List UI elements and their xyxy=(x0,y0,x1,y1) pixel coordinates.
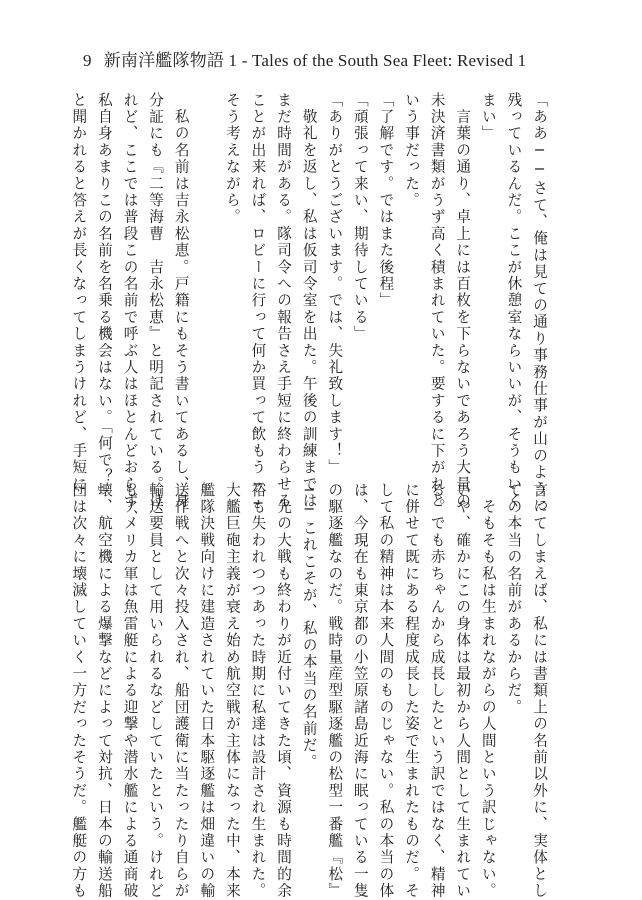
lower-text-line-16: 輸送要員として用いられるなどしていたという。けれど xyxy=(147,482,165,900)
upper-text-line-5: 未決済書類がうず高く積まれていた。要するに下がれと xyxy=(428,92,446,510)
upper-text-line-9: 「ありがとうございます。では、失礼致します！」 xyxy=(326,92,344,477)
upper-text-line-8: 「頑張って来い、期待している」 xyxy=(351,92,369,343)
upper-text-line-4: 言葉の通り、卓上には百枚を下らないであろう大量の xyxy=(454,92,472,510)
upper-text-line-15: 私の名前は吉永松恵。戸籍にもそう書いてあるし、身 xyxy=(172,92,190,510)
upper-text-line-16: 分証にも『二等海曹 吉永松恵』と明記されている。け xyxy=(147,92,165,510)
lower-text-line-5: る。でも赤ちゃんから成長したという訳ではなく、精神 xyxy=(428,482,446,900)
upper-text-line-7: 「了解です。ではまた後程」 xyxy=(377,92,395,310)
upper-text-line-2: 残っているんだ。ここが休憩室ならいいが、そうもいく xyxy=(505,92,523,510)
page-number: 9 xyxy=(83,51,92,70)
upper-text-line-10: 敬礼を返し、私は仮司令室を出た。午後の訓練までは xyxy=(300,92,318,510)
upper-text-block xyxy=(70,92,552,527)
upper-text-line-12: ことが出来れば、ロビーに行って何か買って飲もう── xyxy=(249,92,267,515)
lower-text-line-7: して私の精神は本来人間のものじゃない。私の本当の体 xyxy=(377,482,395,900)
lower-text-line-19: 団は次々に壊滅していく一方だったそうだ。艦艇の方も xyxy=(70,482,88,900)
lower-text-line-6: に併せて既にある程度成長した姿で生まれたものだ。そ xyxy=(403,482,421,900)
upper-text-line-6: いう事だった。 xyxy=(403,92,421,209)
lower-text-line-18: 壊、航空機による爆撃などによって対抗、日本の輸送船 xyxy=(95,482,113,900)
lower-text-line-12: 裕も失われつつあった時期に私達は設計され生まれた。 xyxy=(249,482,267,900)
lower-text-line-14: 艦隊決戦向けに建造されていた日本駆逐艦は畑違いの輸 xyxy=(198,482,216,900)
lower-text-line-17: もアメリカ軍は魚雷艇による迎撃や潜水艦による通商破 xyxy=(121,482,139,900)
upper-text-line-14 xyxy=(194,92,220,464)
lower-text-line-15: 送作戦へと次々投入され、船団護衛に当たったり自らが xyxy=(172,482,190,900)
lower-text-line-2: ての本当の名前があるからだ。 xyxy=(505,482,523,716)
book-title: 新南洋艦隊物語 1 - Tales of the South Sea Fleet: Revised 1 xyxy=(103,51,527,70)
upper-text-line-11: まだ時間がある。隊司令への報告さえ手短に終わらせる xyxy=(275,92,293,510)
upper-text-line-1: 「ああ──さて、俺は見ての通り事務仕事が山のように xyxy=(531,92,548,515)
upper-text-line-13: そう考えながら。 xyxy=(223,92,241,226)
upper-text-line-3: まい」 xyxy=(479,92,497,143)
lower-text-line-11: 先の大戦も終わりが近付いてきた頃、資源も時間的余 xyxy=(275,482,293,900)
lower-vertical-text xyxy=(70,482,552,900)
text-columns xyxy=(70,92,552,900)
lower-text-line-8: は、今現在も東京都の小笠原諸島近海に眠っている一隻 xyxy=(351,482,369,900)
lower-text-block xyxy=(70,482,552,900)
lower-text-line-1: 言ってしまえば、私には書類上の名前以外に、実体とし xyxy=(531,482,548,900)
lower-text-line-13: 大艦巨砲主義が衰え始め航空戦が主体になった中、本来 xyxy=(223,482,241,900)
lower-text-line-4: いや、確かにこの身体は最初から人間として生まれてい xyxy=(454,482,472,900)
lower-text-line-3: そもそも私は生まれながらの人間という訳じゃない。 xyxy=(479,482,497,900)
lower-text-line-9: の駆逐艦なのだ。戦時量産型駆逐艦の松型一番艦『松』 xyxy=(326,482,344,900)
upper-text-line-19: と聞かれると答えが長くなってしまうけれど、手短に xyxy=(70,92,88,493)
lower-text-line-10: ──これこそが、私の本当の名前だ。 xyxy=(300,482,318,771)
upper-text-line-18: 私自身あまりこの名前を名乗る機会はない。「何で？」 xyxy=(95,92,113,503)
upper-vertical-text xyxy=(70,92,552,527)
upper-text-line-17: れど、ここでは普段この名前で呼ぶ人はほとんどおらず、 xyxy=(121,92,139,527)
page-header xyxy=(83,46,526,71)
